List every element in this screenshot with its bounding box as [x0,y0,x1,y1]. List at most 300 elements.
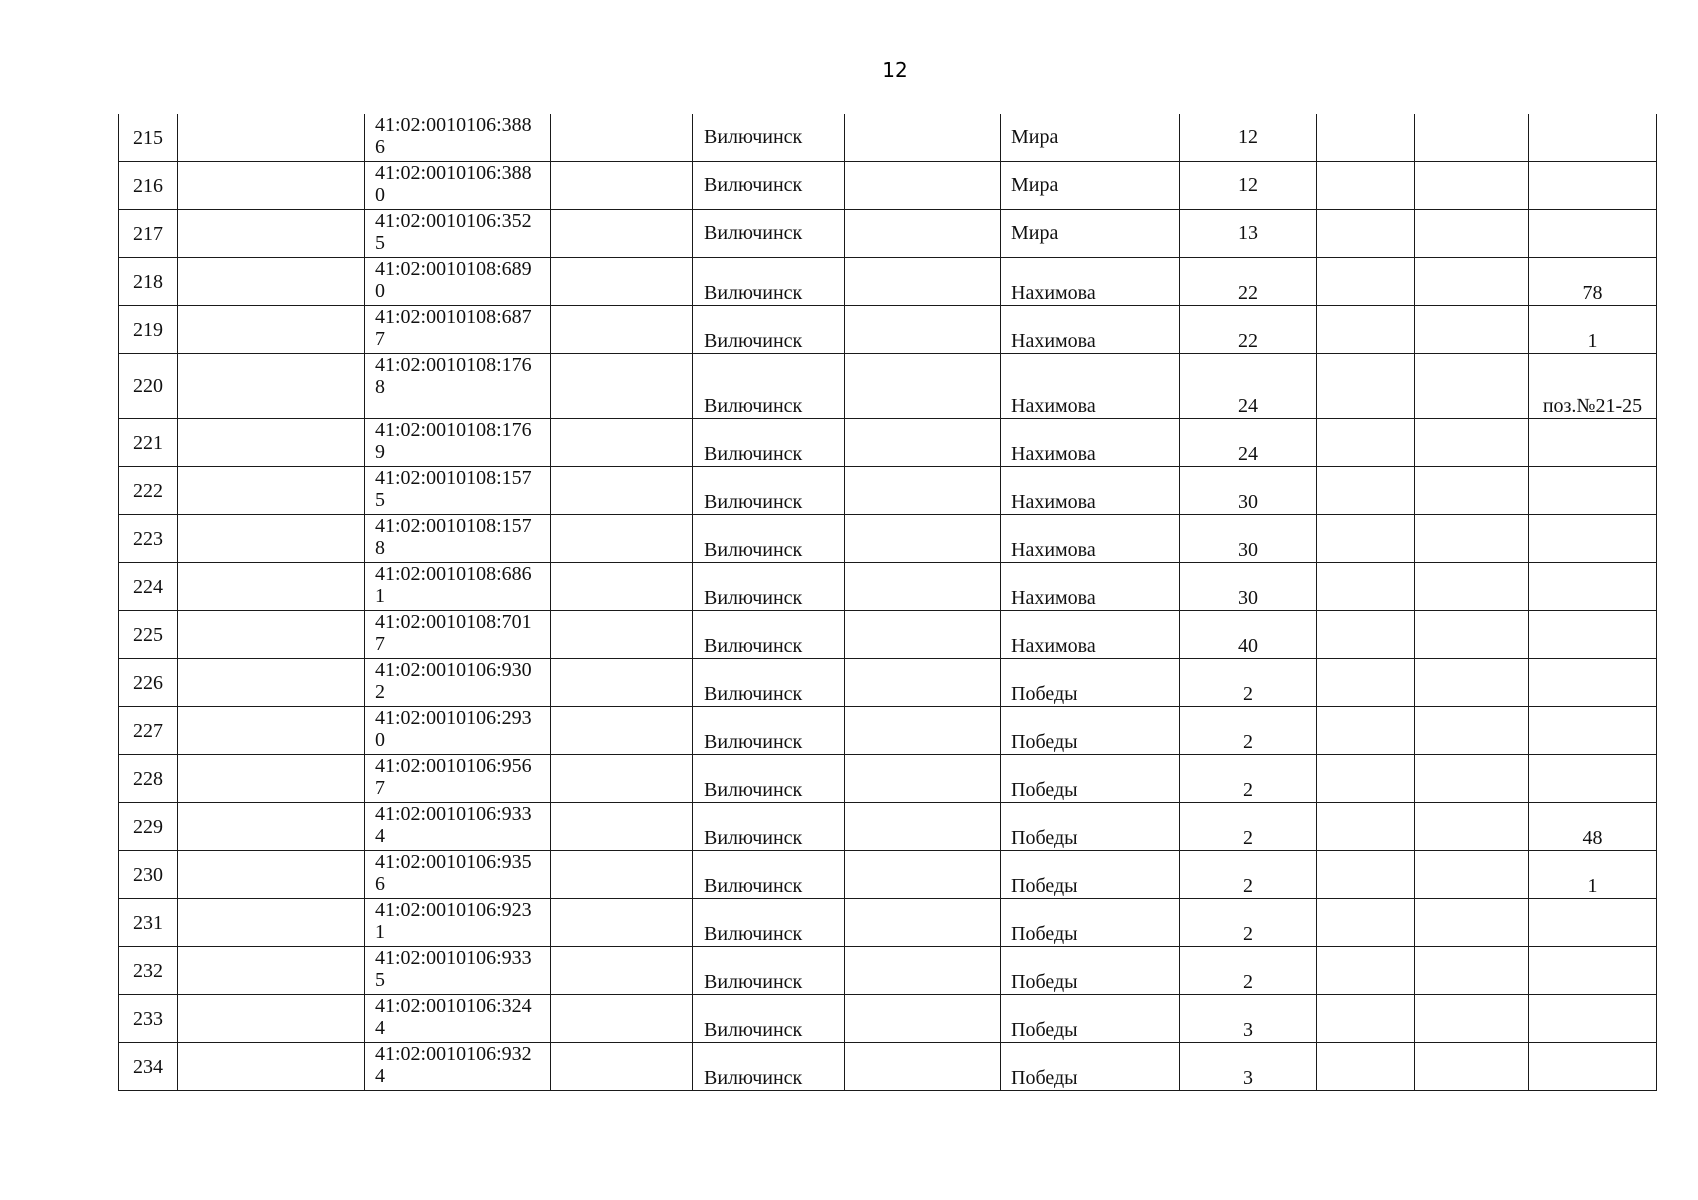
table-row [119,947,1657,995]
empty-cell [1317,515,1415,563]
row-number-cell [119,947,178,995]
table-row [119,611,1657,659]
empty-cell [1415,515,1529,563]
extra-info-cell [1529,114,1657,162]
empty-cell [178,210,365,258]
empty-cell [1317,851,1415,899]
empty-cell [1317,467,1415,515]
house-number-cell [1180,659,1317,707]
empty-cell [845,467,1001,515]
street-cell [1001,162,1180,210]
empty-cell [845,947,1001,995]
house-number-cell-text: 22 [1238,330,1258,352]
empty-cell [845,611,1001,659]
city-cell [693,306,845,354]
street-cell-text: Победы [1011,875,1078,897]
city-cell-text: Вилючинск [704,779,803,801]
street-cell-text: Нахимова [1011,443,1096,465]
empty-cell [1317,114,1415,162]
table-row [119,995,1657,1043]
cadastral-number-cell-text: 41:02:0010106:9334 [375,803,532,847]
empty-cell [178,354,365,419]
cadastral-number-cell-text: 41:02:0010106:3244 [375,995,532,1039]
cadastral-number-cell [365,162,551,210]
page-number: 12 [882,58,908,82]
cadastral-number-cell [365,707,551,755]
empty-cell [551,354,693,419]
city-cell [693,563,845,611]
row-number-cell-text: 221 [133,431,163,454]
cadastral-number-cell [365,467,551,515]
city-cell [693,354,845,419]
cadastral-number-cell [365,306,551,354]
street-cell-text: Победы [1011,971,1078,993]
empty-cell [1415,611,1529,659]
city-cell-text: Вилючинск [704,395,803,417]
house-number-cell [1180,210,1317,258]
house-number-cell [1180,851,1317,899]
street-cell-text: Победы [1011,1067,1078,1089]
house-number-cell [1180,306,1317,354]
street-cell-text: Мира [1011,174,1059,196]
city-cell-text: Вилючинск [704,1067,803,1089]
city-cell [693,851,845,899]
cadastral-number-cell-text: 41:02:0010106:9356 [375,851,532,895]
city-cell-text: Вилючинск [704,683,803,705]
cadastral-number-cell [365,258,551,306]
city-cell [693,899,845,947]
row-number-cell-text: 224 [133,575,163,598]
extra-info-cell-text: поз.№21-25 [1542,395,1643,417]
city-cell-text: Вилючинск [704,222,803,244]
empty-cell [551,851,693,899]
cadastral-number-cell [365,899,551,947]
empty-cell [1415,659,1529,707]
street-cell-text: Победы [1011,683,1078,705]
street-cell-text: Нахимова [1011,395,1096,417]
city-cell [693,467,845,515]
empty-cell [178,419,365,467]
empty-cell [1317,947,1415,995]
city-cell [693,210,845,258]
empty-cell [845,707,1001,755]
empty-cell [1415,114,1529,162]
empty-cell [845,659,1001,707]
house-number-cell [1180,803,1317,851]
empty-cell [845,306,1001,354]
table-row [119,258,1657,306]
street-cell-text: Победы [1011,731,1078,753]
empty-cell [1415,851,1529,899]
table-row [119,1043,1657,1091]
street-cell-text: Нахимова [1011,635,1096,657]
house-number-cell-text: 24 [1238,443,1258,465]
empty-cell [178,899,365,947]
row-number-cell-text: 216 [133,174,163,197]
extra-info-cell [1529,563,1657,611]
house-number-cell [1180,354,1317,419]
empty-cell [551,258,693,306]
row-number-cell [119,755,178,803]
empty-cell [178,947,365,995]
extra-info-cell-text: 48 [1582,827,1603,849]
table-row [119,210,1657,258]
street-cell-text: Нахимова [1011,282,1096,304]
cadastral-number-cell-text: 41:02:0010106:2930 [375,707,532,751]
empty-cell [845,851,1001,899]
cadastral-number-cell [365,114,551,162]
house-number-cell-text: 2 [1243,971,1253,993]
empty-cell [1415,419,1529,467]
row-number-cell [119,354,178,419]
registry-table [118,114,1657,1091]
empty-cell [1317,899,1415,947]
street-cell [1001,659,1180,707]
empty-cell [845,995,1001,1043]
row-number-cell [119,659,178,707]
house-number-cell [1180,258,1317,306]
empty-cell [1415,1043,1529,1091]
empty-cell [1415,947,1529,995]
empty-cell [178,707,365,755]
row-number-cell [119,210,178,258]
city-cell-text: Вилючинск [704,827,803,849]
extra-info-cell [1529,899,1657,947]
city-cell-text: Вилючинск [704,539,803,561]
row-number-cell [119,258,178,306]
empty-cell [178,659,365,707]
street-cell [1001,210,1180,258]
empty-cell [1317,995,1415,1043]
street-cell [1001,707,1180,755]
row-number-cell [119,899,178,947]
street-cell [1001,419,1180,467]
house-number-cell [1180,995,1317,1043]
empty-cell [551,755,693,803]
street-cell [1001,755,1180,803]
row-number-cell [119,419,178,467]
city-cell-text: Вилючинск [704,126,803,148]
city-cell-text: Вилючинск [704,174,803,196]
table-row [119,419,1657,467]
empty-cell [1415,162,1529,210]
house-number-cell-text: 3 [1243,1067,1253,1089]
empty-cell [551,899,693,947]
empty-cell [845,162,1001,210]
house-number-cell-text: 13 [1238,222,1258,244]
empty-cell [178,803,365,851]
city-cell [693,995,845,1043]
empty-cell [1317,707,1415,755]
row-number-cell-text: 234 [133,1055,163,1078]
cadastral-number-cell [365,210,551,258]
row-number-cell [119,707,178,755]
street-cell [1001,306,1180,354]
cadastral-number-cell-text: 41:02:0010108:1768 [375,354,532,398]
house-number-cell-text: 2 [1243,827,1253,849]
table-row [119,515,1657,563]
empty-cell [1317,1043,1415,1091]
street-cell-text: Нахимова [1011,539,1096,561]
house-number-cell-text: 12 [1238,174,1258,196]
city-cell-text: Вилючинск [704,491,803,513]
empty-cell [178,563,365,611]
extra-info-cell [1529,659,1657,707]
row-number-cell-text: 225 [133,623,163,646]
house-number-cell [1180,707,1317,755]
row-number-cell [119,563,178,611]
cadastral-number-cell [365,354,551,419]
house-number-cell [1180,755,1317,803]
table-row [119,114,1657,162]
extra-info-cell [1529,755,1657,803]
cadastral-number-cell-text: 41:02:0010108:6861 [375,563,532,607]
cadastral-number-cell [365,1043,551,1091]
row-number-cell [119,306,178,354]
row-number-cell-text: 229 [133,815,163,838]
extra-info-cell [1529,210,1657,258]
extra-info-cell [1529,803,1657,851]
empty-cell [551,419,693,467]
empty-cell [1317,563,1415,611]
table-row [119,467,1657,515]
city-cell-text: Вилючинск [704,971,803,993]
house-number-cell-text: 24 [1238,395,1258,417]
street-cell [1001,947,1180,995]
empty-cell [551,995,693,1043]
extra-info-cell [1529,611,1657,659]
city-cell-text: Вилючинск [704,330,803,352]
table-row [119,899,1657,947]
empty-cell [551,210,693,258]
empty-cell [178,611,365,659]
table-row [119,707,1657,755]
cadastral-number-cell [365,947,551,995]
street-cell [1001,851,1180,899]
city-cell-text: Вилючинск [704,443,803,465]
row-number-cell-text: 215 [133,126,163,149]
extra-info-cell [1529,419,1657,467]
city-cell-text: Вилючинск [704,282,803,304]
table-row [119,851,1657,899]
row-number-cell-text: 228 [133,767,163,790]
row-number-cell-text: 227 [133,719,163,742]
house-number-cell-text: 22 [1238,282,1258,304]
empty-cell [845,258,1001,306]
street-cell-text: Победы [1011,779,1078,801]
registry-rows [119,114,1657,1091]
row-number-cell-text: 217 [133,222,163,245]
empty-cell [845,354,1001,419]
row-number-cell [119,803,178,851]
empty-cell [178,306,365,354]
row-number-cell-text: 222 [133,479,163,502]
street-cell-text: Победы [1011,1019,1078,1041]
empty-cell [1415,354,1529,419]
house-number-cell-text: 2 [1243,683,1253,705]
cadastral-number-cell [365,419,551,467]
empty-cell [551,659,693,707]
cadastral-number-cell-text: 41:02:0010108:6877 [375,306,532,350]
cadastral-number-cell [365,755,551,803]
empty-cell [551,306,693,354]
street-cell [1001,995,1180,1043]
row-number-cell [119,995,178,1043]
house-number-cell-text: 2 [1243,731,1253,753]
empty-cell [845,419,1001,467]
street-cell [1001,611,1180,659]
row-number-cell-text: 223 [133,527,163,550]
cadastral-number-cell [365,659,551,707]
cadastral-number-cell-text: 41:02:0010106:3525 [375,210,532,254]
row-number-cell [119,851,178,899]
row-number-cell [119,515,178,563]
house-number-cell [1180,1043,1317,1091]
empty-cell [1415,899,1529,947]
street-cell [1001,354,1180,419]
empty-cell [845,899,1001,947]
street-cell-text: Победы [1011,923,1078,945]
street-cell [1001,467,1180,515]
cadastral-number-cell-text: 41:02:0010108:7017 [375,611,532,655]
extra-info-cell-text: 1 [1587,875,1598,897]
empty-cell [845,515,1001,563]
empty-cell [178,1043,365,1091]
house-number-cell [1180,419,1317,467]
row-number-cell-text: 233 [133,1007,163,1030]
row-number-cell-text: 220 [133,375,163,397]
row-number-cell-text: 218 [133,270,163,293]
row-number-cell-text: 226 [133,671,163,694]
city-cell [693,755,845,803]
extra-info-cell [1529,467,1657,515]
row-number-cell-text: 232 [133,959,163,982]
extra-info-cell-text: 78 [1582,282,1603,304]
extra-info-cell [1529,306,1657,354]
row-number-cell-text: 219 [133,318,163,341]
extra-info-cell [1529,258,1657,306]
street-cell [1001,899,1180,947]
row-number-cell [119,162,178,210]
city-cell-text: Вилючинск [704,923,803,945]
city-cell [693,1043,845,1091]
empty-cell [551,467,693,515]
empty-cell [178,515,365,563]
city-cell [693,947,845,995]
city-cell-text: Вилючинск [704,587,803,609]
house-number-cell [1180,563,1317,611]
house-number-cell-text: 30 [1238,491,1258,513]
empty-cell [551,803,693,851]
cadastral-number-cell-text: 41:02:0010108:1578 [375,515,532,559]
street-cell [1001,803,1180,851]
table-row [119,162,1657,210]
house-number-cell [1180,515,1317,563]
house-number-cell [1180,611,1317,659]
extra-info-cell [1529,515,1657,563]
house-number-cell-text: 12 [1238,126,1258,148]
empty-cell [551,1043,693,1091]
empty-cell [178,467,365,515]
house-number-cell-text: 2 [1243,779,1253,801]
extra-info-cell [1529,995,1657,1043]
extra-info-cell [1529,354,1657,419]
cadastral-number-cell [365,515,551,563]
cadastral-number-cell [365,563,551,611]
house-number-cell-text: 30 [1238,587,1258,609]
cadastral-number-cell-text: 41:02:0010106:9567 [375,755,532,799]
empty-cell [1317,803,1415,851]
empty-cell [1415,563,1529,611]
extra-info-cell [1529,707,1657,755]
empty-cell [551,611,693,659]
city-cell-text: Вилючинск [704,1019,803,1041]
table-row [119,354,1657,419]
street-cell-text: Нахимова [1011,330,1096,352]
cadastral-number-cell [365,803,551,851]
empty-cell [845,210,1001,258]
empty-cell [551,515,693,563]
city-cell [693,659,845,707]
city-cell-text: Вилючинск [704,731,803,753]
empty-cell [551,707,693,755]
empty-cell [1415,755,1529,803]
house-number-cell-text: 3 [1243,1019,1253,1041]
empty-cell [178,995,365,1043]
table-row [119,306,1657,354]
empty-cell [178,851,365,899]
city-cell [693,515,845,563]
cadastral-number-cell-text: 41:02:0010106:9231 [375,899,532,943]
empty-cell [1415,803,1529,851]
empty-cell [1415,306,1529,354]
cadastral-number-cell [365,851,551,899]
empty-cell [178,162,365,210]
empty-cell [1415,995,1529,1043]
house-number-cell-text: 30 [1238,539,1258,561]
house-number-cell-text: 2 [1243,875,1253,897]
table-row [119,659,1657,707]
extra-info-cell [1529,1043,1657,1091]
empty-cell [1317,306,1415,354]
row-number-cell [119,1043,178,1091]
cadastral-number-cell-text: 41:02:0010106:3886 [375,114,532,158]
cadastral-number-cell-text: 41:02:0010106:3880 [375,162,532,206]
empty-cell [845,1043,1001,1091]
city-cell [693,611,845,659]
empty-cell [178,755,365,803]
cadastral-number-cell-text: 41:02:0010106:9302 [375,659,532,703]
empty-cell [551,563,693,611]
city-cell-text: Вилючинск [704,635,803,657]
empty-cell [1317,210,1415,258]
cadastral-number-cell-text: 41:02:0010108:1769 [375,419,532,463]
row-number-cell-text: 230 [133,863,163,886]
table-row [119,755,1657,803]
table-row [119,563,1657,611]
empty-cell [1317,419,1415,467]
cadastral-number-cell-text: 41:02:0010106:9324 [375,1043,532,1087]
street-cell-text: Победы [1011,827,1078,849]
empty-cell [178,114,365,162]
extra-info-cell [1529,851,1657,899]
city-cell [693,162,845,210]
empty-cell [1415,467,1529,515]
street-cell-text: Нахимова [1011,587,1096,609]
cadastral-number-cell [365,995,551,1043]
empty-cell [845,803,1001,851]
row-number-cell [119,467,178,515]
